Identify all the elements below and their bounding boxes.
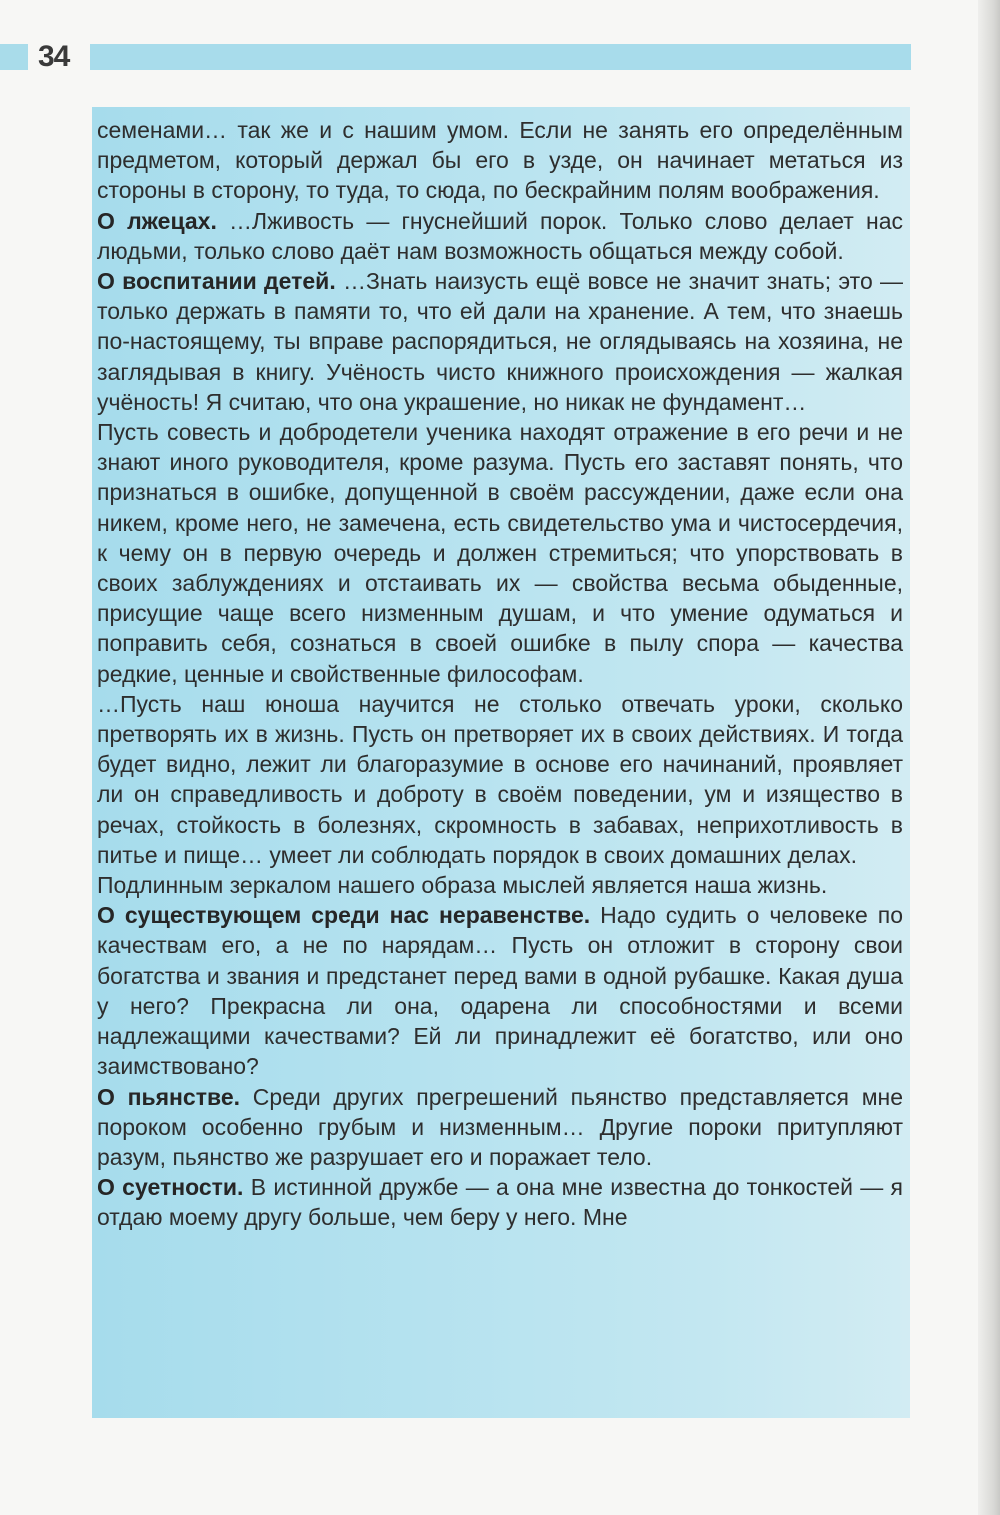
paragraph-heading: О суетности. <box>97 1174 244 1201</box>
paragraph <box>97 417 903 689</box>
paragraph <box>97 1172 903 1232</box>
paragraph-text: В истинной дружбе — а она мне известна до тонкостей — я отдаю моему другу больше, чем беру у него. Мне <box>97 1174 903 1231</box>
paragraph <box>97 900 903 1081</box>
paragraph <box>97 1082 903 1173</box>
paragraph-text: …Лживость — гнуснейший порок. Только слово делает нас людьми, только слово даёт нам возможность общаться между собой. <box>97 207 903 264</box>
paragraph-text: Подлинным зеркалом нашего образа мыслей является наша жизнь. <box>97 872 828 899</box>
header-bar-left-accent <box>0 44 28 70</box>
paragraph <box>97 115 903 206</box>
paragraph-text: Надо судить о человеке по качествам его, а не по нарядам… Пусть он отложит в сторону свои богатства и звания и предстанет перед вами в одной рубашке. Какая душа у него? Прекрасна ли она, одарена ли способностями и всеми надлежащими качествами? Ей ли принадлежит её богатство, или оно заимствовано? <box>97 902 903 1080</box>
paragraph-text: семенами… так же и с нашим умом. Если не занять его определённым предметом, который держал бы его в узде, он начинает метаться из стороны в сторону, то туда, то сюда, по бескрайним полям воображения. <box>97 117 903 204</box>
header-bar <box>90 44 911 70</box>
paragraph <box>97 870 903 900</box>
paragraph <box>97 206 903 266</box>
paragraph <box>97 266 903 417</box>
page-number: 34 <box>38 40 70 73</box>
paragraph-text: Пусть совесть и добродетели ученика находят отражение в его речи и не знают иного руководителя, кроме разума. Пусть его заставят понять, что признаться в ошибке, допущенной в своём рассуждении, даже если она никем, кроме него, не замечена, есть свидетельство ума и чистосердечия, к чему он в первую очередь и должен стремиться; что упорствовать в своих заблуждениях и отстаивать их — свойства весьма обыденные, присущие чаще всего низменным душам, и что умение одуматься и поправить себя, сознаться в своей ошибке в пылу спора — качества редкие, ценные и свойственные философам. <box>97 419 903 687</box>
paragraph <box>97 689 903 870</box>
paragraph-text: …Пусть наш юноша научится не столько отвечать уроки, сколько претворять их в жизнь. Пусть он претворяет их в своих действиях. И тогда будет видно, лежит ли благоразумие в основе его начинаний, проявляет ли он справедливость и доброту в своём поведении, ум и изящество в речах, стойкость в болезнях, скромность в забавах, неприхотливость в питье и пище… умеет ли соблюдать порядок в своих домашних делах. <box>97 690 903 868</box>
paragraph-heading: О воспитании детей. <box>97 268 336 295</box>
paragraph-heading: О пьянстве. <box>97 1083 241 1110</box>
page-edge-shadow <box>978 0 1000 1515</box>
paragraph-heading: О существующем среди нас неравенстве. <box>97 902 591 929</box>
paragraph-text: …Знать наизусть ещё вовсе не значит знать; это — только держать в памяти то, что ей дали на хранение. А тем, что знаешь по-настоящему, ты вправе распорядиться, не оглядываясь на хозяина, не заглядывая в книгу. Учёность чисто книжного происхождения — жалкая учёность! Я считаю, что она украшение, но никак не фундамент… <box>97 268 903 415</box>
text-column <box>97 115 903 1233</box>
paragraph-text: Среди других прегрешений пьянство представляется мне пороком особенно грубым и низменным… Другие пороки притупляют разум, пьянство же разрушает его и поражает тело. <box>97 1083 904 1170</box>
paragraph-heading: О лжецах. <box>97 207 217 234</box>
